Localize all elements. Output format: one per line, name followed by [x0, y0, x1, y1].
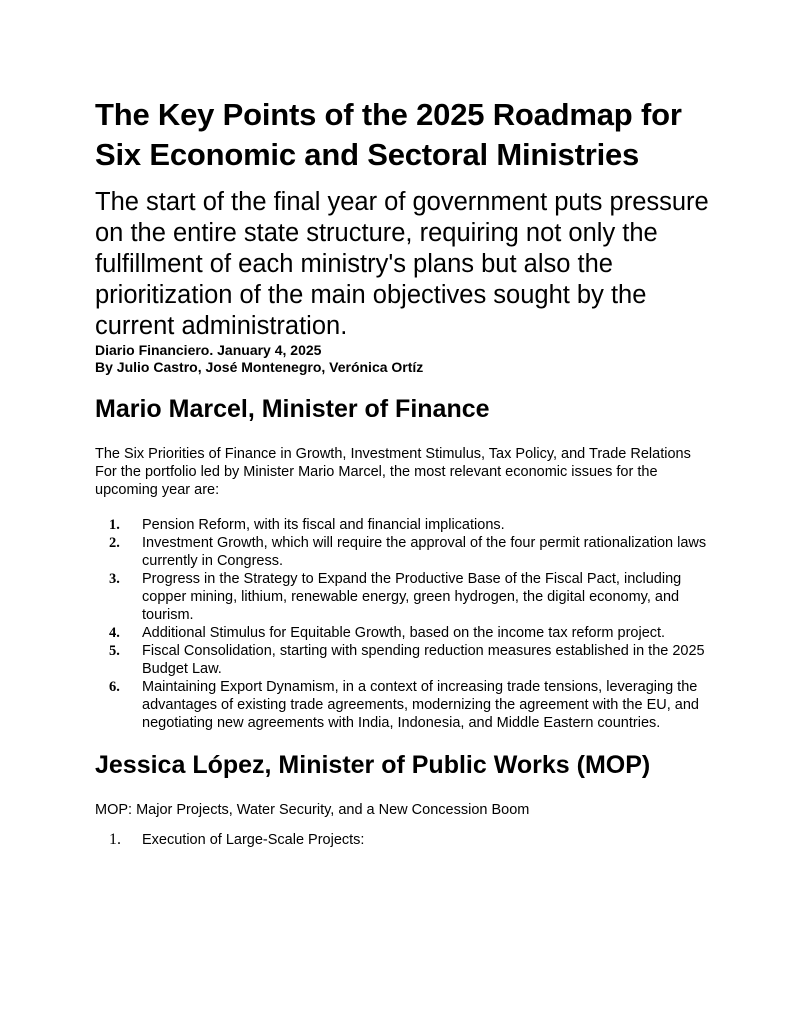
list-item: [95, 678, 715, 732]
list-item-number: 4.: [109, 625, 120, 641]
source-date: Diario Financiero. January 4, 2025: [95, 342, 322, 358]
list-item-number: 1.: [109, 831, 121, 848]
list-item-text: Maintaining Export Dynamism, in a context of increasing trade tensions, leveraging the advantages of existing trade agreements, modernizing the agreement with the EU, and negotiating new agreements with India, Indonesia, and Middle Eastern countries.: [142, 679, 699, 731]
list-item-text: Execution of Large-Scale Projects:: [142, 832, 365, 848]
list-item: [95, 831, 715, 849]
list-item: [95, 624, 715, 642]
public-works-intro-title: MOP: Major Projects, Water Security, and a New Concession Boom: [95, 802, 530, 818]
list-item: [95, 642, 715, 678]
list-item-number: 1.: [109, 517, 120, 533]
byline: By Julio Castro, José Montenegro, Verónica Ortíz: [95, 359, 424, 375]
finance-priorities-list: [95, 516, 715, 732]
article-body: [95, 95, 715, 849]
public-works-list: [95, 831, 715, 849]
list-item: [95, 570, 715, 624]
list-item-number: 5.: [109, 643, 120, 659]
list-item-number: 2.: [109, 535, 120, 551]
article-title: The Key Points of the 2025 Roadmap for Six Economic and Sectoral Ministries: [95, 97, 682, 172]
list-item-text: Progress in the Strategy to Expand the Productive Base of the Fiscal Pact, including copper mining, lithium, renewable energy, green hydrogen, the digital economy, and tourism.: [142, 571, 682, 623]
list-item-text: Fiscal Consolidation, starting with spending reduction measures established in the 2025 Budget Law.: [142, 643, 705, 677]
finance-intro-title: The Six Priorities of Finance in Growth, Investment Stimulus, Tax Policy, and Trade Relations: [95, 446, 691, 462]
finance-intro-text: For the portfolio led by Minister Mario Marcel, the most relevant economic issues for the upcoming year are:: [95, 464, 658, 498]
list-item-number: 6.: [109, 679, 120, 695]
section-heading-public-works: Jessica López, Minister of Public Works (MOP): [95, 751, 651, 779]
list-item-text: Investment Growth, which will require the approval of the four permit rationalization laws currently in Congress.: [142, 535, 707, 569]
article-subtitle: The start of the final year of government puts pressure on the entire state structure, requiring not only the fulfillment of each ministry's plans but also the prioritization of the main objectives sought by the current administration.: [95, 188, 709, 340]
list-item-number: 3.: [109, 571, 120, 587]
list-item-text: Additional Stimulus for Equitable Growth, based on the income tax reform project.: [142, 625, 666, 641]
list-item: [95, 516, 715, 534]
list-item: [95, 534, 715, 570]
list-item-text: Pension Reform, with its fiscal and financial implications.: [142, 517, 505, 533]
section-heading-finance: Mario Marcel, Minister of Finance: [95, 395, 490, 423]
